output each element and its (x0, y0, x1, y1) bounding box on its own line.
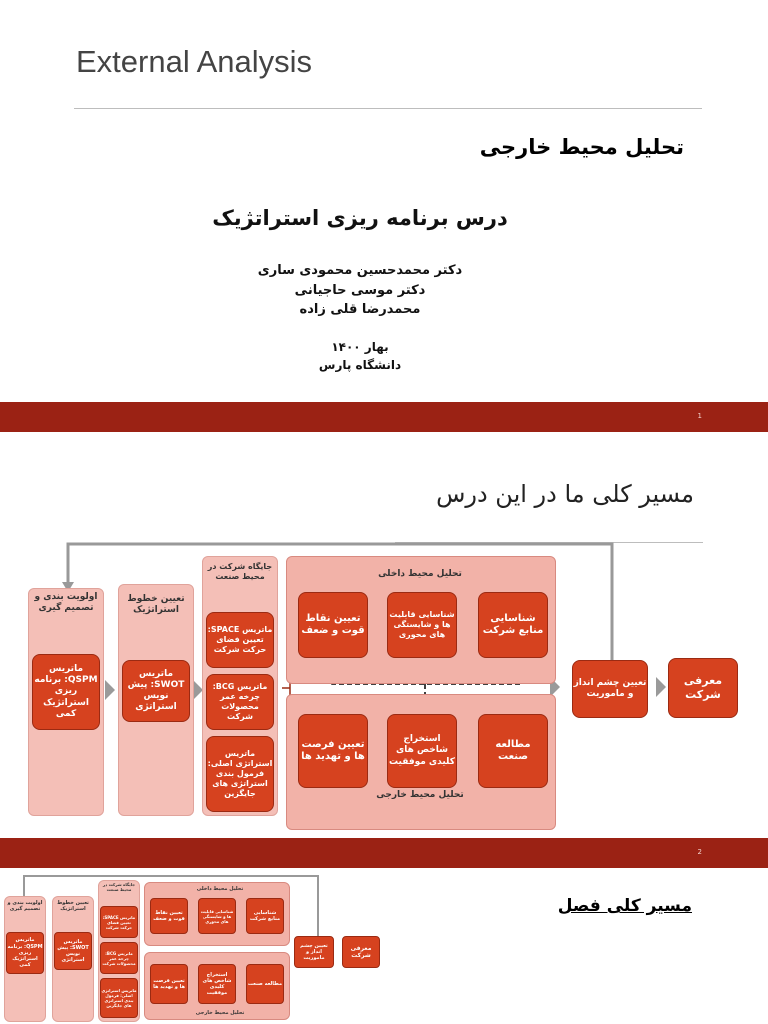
slide-title: External Analysis (76, 44, 313, 79)
swot-box-small: ماتریس SWOT: پیش نویس استراتژی (54, 932, 92, 970)
intro-box-small: معرفی شرکت (342, 936, 380, 968)
opportunities-threats-box: تعیین فرصت ها و تهدید ها (298, 714, 368, 788)
vision-box-small: تعیین چشم انداز و ماموریت (294, 936, 334, 968)
resources-box-small: شناسایی منابع شرکت (246, 898, 284, 934)
vision-box: تعیین چشم انداز و ماموریت (572, 660, 648, 718)
slide-1 (0, 0, 768, 402)
capabilities-box: شناسایی قابلیت ها و شایستگی های محوری (387, 592, 457, 658)
slide-heading: تحلیل محیط خارجی (479, 135, 684, 159)
strategy-path-diagram-small (0, 868, 400, 1024)
author-2: دکتر موسی حاجیانی (294, 283, 426, 298)
slide-2-footer (0, 838, 768, 868)
author-1: دکتر محمدحسین محمودی ساری (257, 263, 463, 278)
sw-box-small: تعیین نقاط قوت و ضعف (150, 898, 188, 934)
external-label-small: تحلیل محیط خارجی (195, 1010, 245, 1016)
grand-box-small: ماتریس استراتژی اصلی: فرمول بندی استراتژی های جایگزین (100, 978, 138, 1018)
position-label: جایگاه شرکت در محیط صنعت (207, 562, 273, 581)
space-matrix-box: ماتریس SPACE: تعیین فضای حرکت شرکت (206, 612, 274, 668)
term: بهار ۱۴۰۰ (331, 340, 389, 354)
strategy-label: تعیین خطوط استراتژیک (127, 594, 185, 615)
slide-2 (0, 432, 768, 838)
page-number: 1 (697, 412, 702, 420)
ksf-box-small: استخراج شاخص های کلیدی موفقیت (198, 964, 236, 1004)
priority-label: اولویت بندی و تصمیم گیری (34, 592, 98, 613)
slide-3 (0, 868, 768, 1024)
space-box-small: ماتریس SPACE: تعیین فضای حرکت شرکت (100, 906, 138, 938)
strategy-path-diagram (0, 432, 768, 838)
strategy-label-small: تعیین خطوط استراتژیک (57, 900, 89, 912)
position-label-small: جایگاه شرکت در محیط صنعت (102, 882, 136, 892)
qspm-matrix-box: ماتریس QSPM: برنامه ریزی استراتژیک کمی (32, 654, 100, 730)
slide-title: مسیر کلی ما در این درس (436, 480, 694, 508)
page-number: 2 (697, 848, 702, 856)
ksf-box: استخراج شاخص های کلیدی موفقیت (387, 714, 457, 788)
slide-1-footer (0, 402, 768, 432)
industry-box-small: مطالعه صنعت (246, 964, 284, 1004)
bcg-box-small: ماتریس BCG: چرخه عمر محصولات شرکت (100, 942, 138, 974)
external-analysis-label: تحلیل محیط خارجی (376, 790, 464, 800)
strengths-weaknesses-box: تعیین نقاط قوت و ضعف (298, 592, 368, 658)
qspm-box-small: ماتریس QSPM: برنامه ریزی استراتژیک کمی (6, 932, 44, 974)
title-divider (74, 108, 702, 109)
slide-title: مسیر کلی فصل (557, 896, 692, 916)
ot-box-small: تعیین فرصت ها و تهدید ها (150, 964, 188, 1004)
university: دانشگاه پارس (318, 358, 402, 372)
author-3: محمدرضا قلی زاده (299, 302, 421, 317)
capabilities-box-small: شناسایی قابلیت ها و شایستگی های محوری (198, 898, 236, 934)
resources-box: شناسایی منابع شرکت (478, 592, 548, 658)
priority-label-small: اولویت بندی و تصمیم گیری (7, 900, 43, 912)
swot-matrix-box: ماتریس SWOT: پیش نویس استراتژی (122, 660, 190, 722)
intro-box: معرفی شرکت (668, 658, 738, 718)
bcg-matrix-box: ماتریس BCG: چرخه عمر محصولات شرکت (206, 674, 274, 730)
grand-strategy-box: ماتریس استراتژی اصلی: فرمول بندی استراتژی های جایگزین (206, 736, 274, 812)
course-title: درس برنامه ریزی استراتژیک (212, 206, 508, 230)
industry-study-box: مطالعه صنعت (478, 714, 548, 788)
internal-label-small: تحلیل محیط داخلی (196, 886, 244, 892)
internal-analysis-label: تحلیل محیط داخلی (378, 569, 462, 579)
